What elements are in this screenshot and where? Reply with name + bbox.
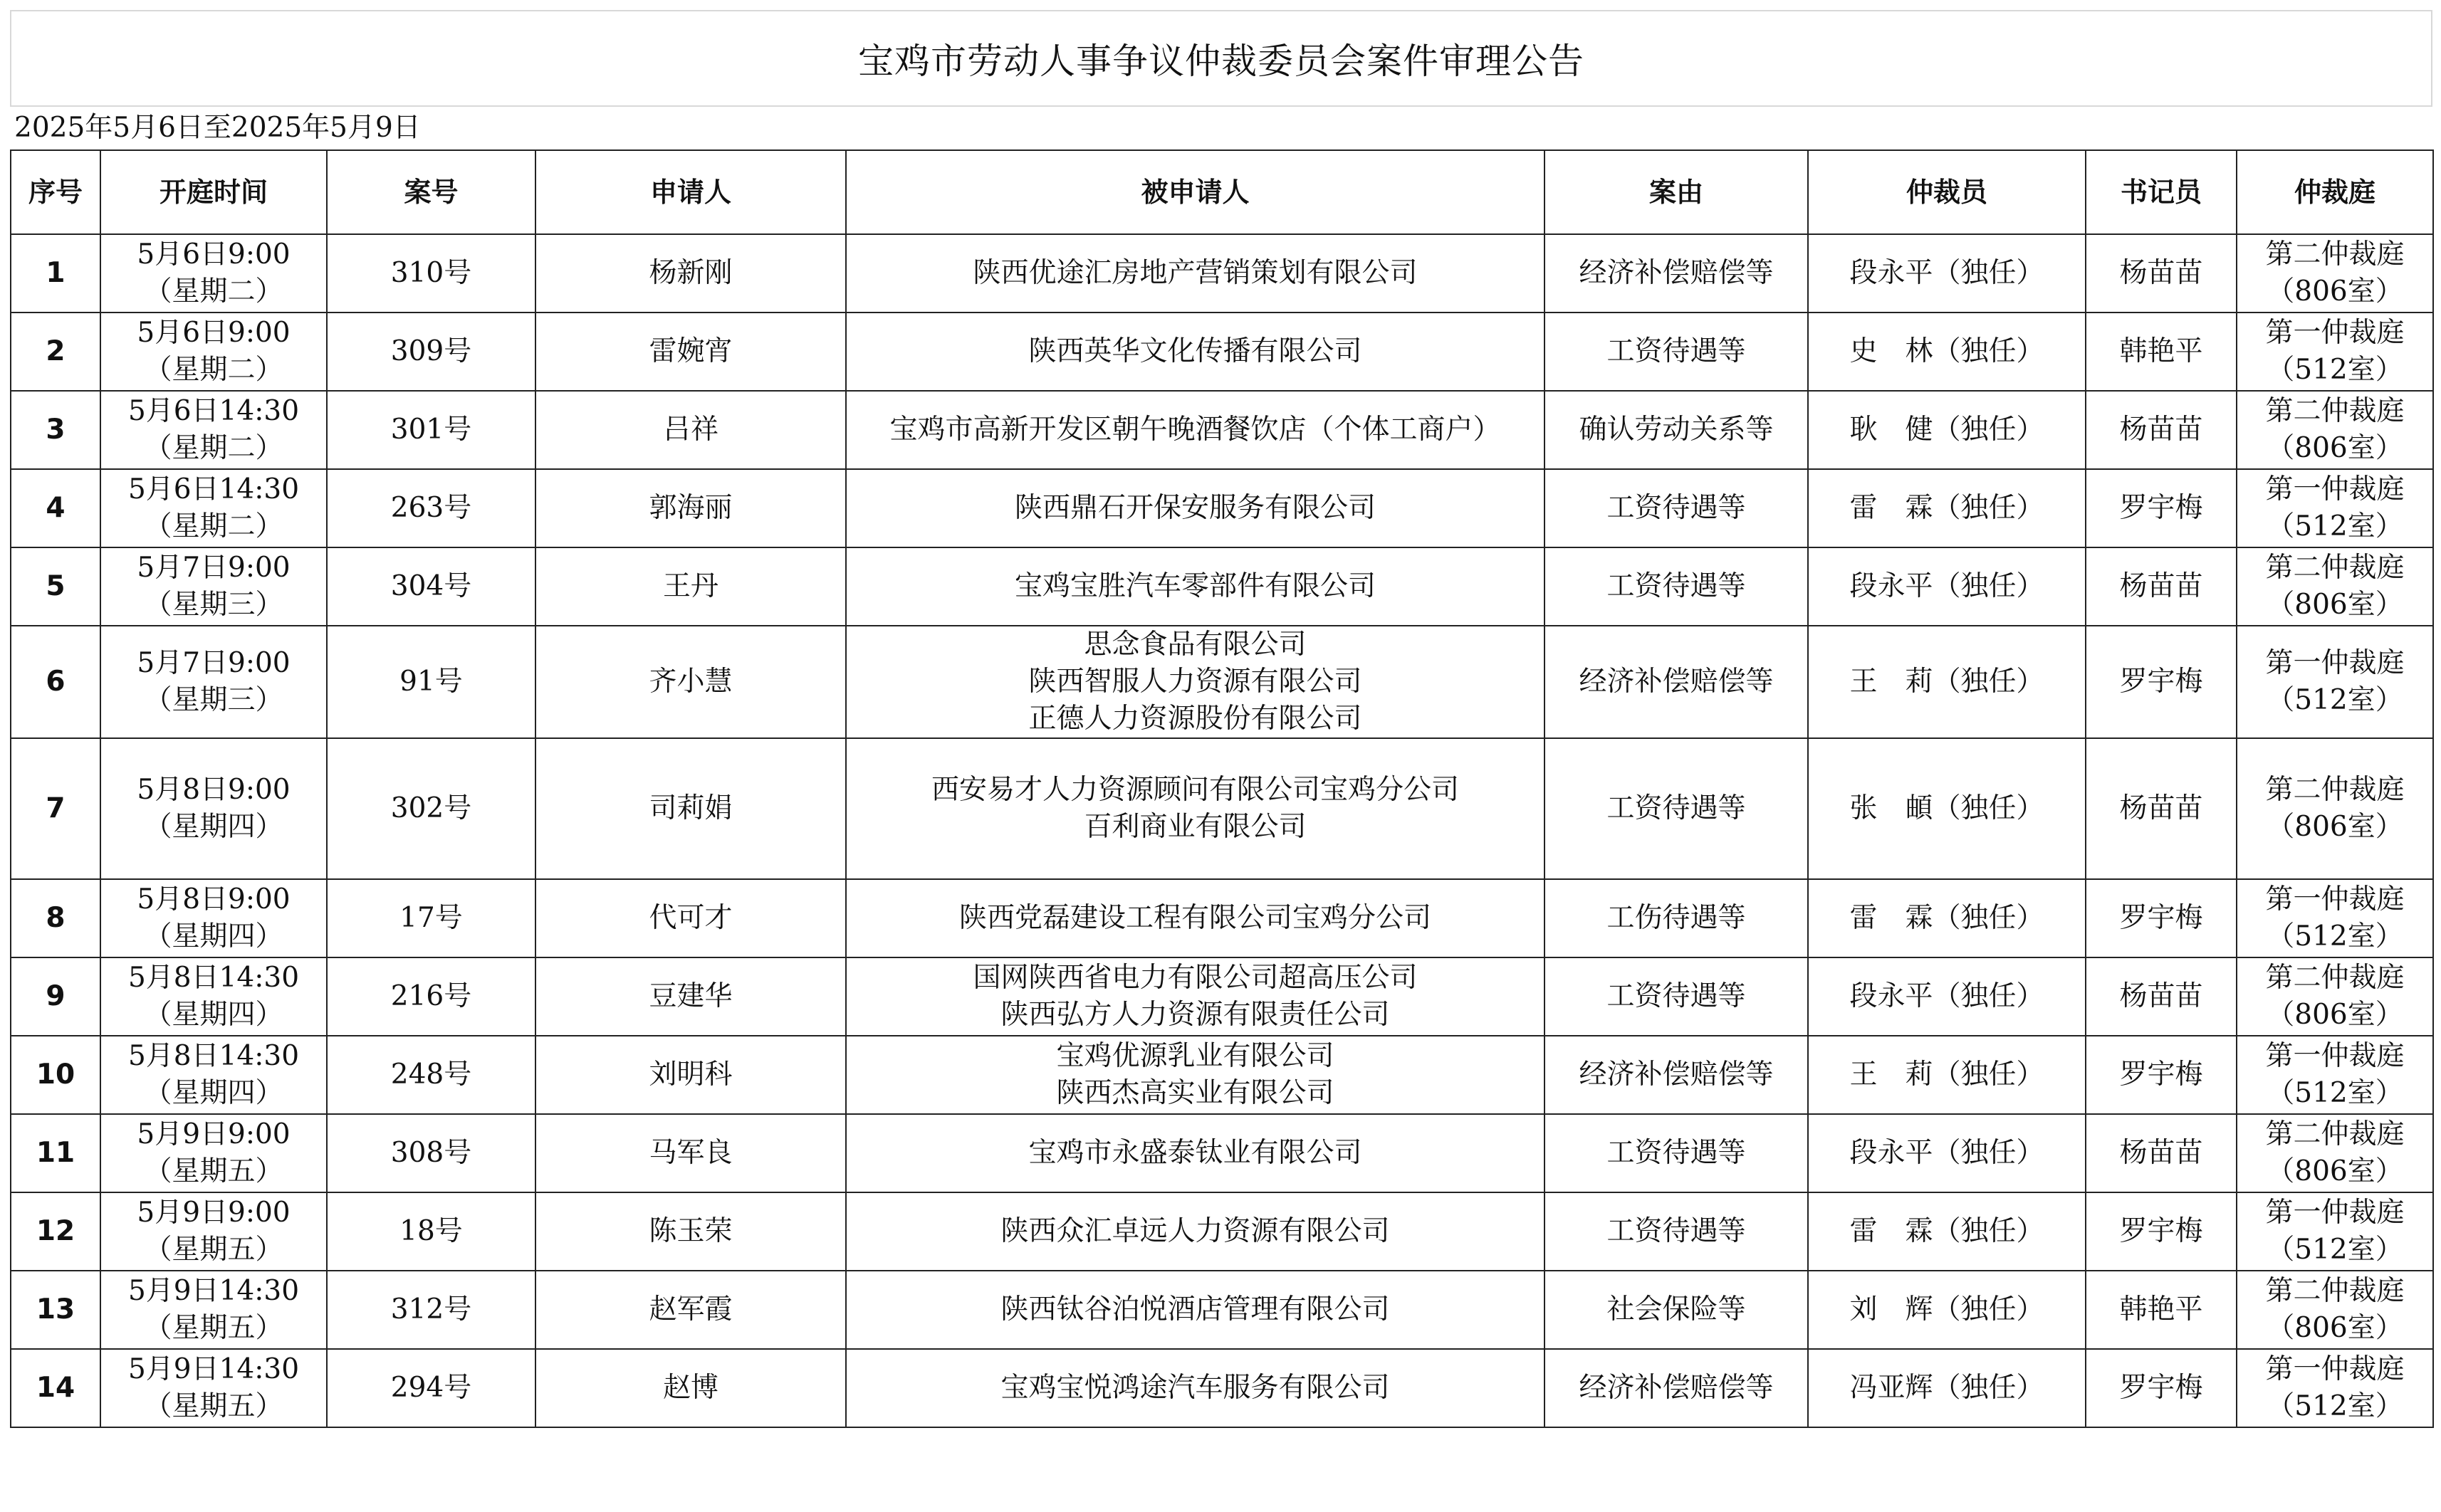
hearing-time-line: 5月6日14:30 xyxy=(127,473,300,505)
hearing-time xyxy=(100,391,327,469)
respondent-line: 陕西鼎石开保安服务有限公司 xyxy=(1014,492,1376,524)
table-row xyxy=(11,957,2433,1036)
row-index: 13 xyxy=(11,1271,100,1349)
col-header-index: 序号 xyxy=(11,150,100,234)
case-reason: 经济补偿赔偿等 xyxy=(1544,234,1808,313)
tribunal xyxy=(2237,1349,2433,1427)
hearing-time-line: 5月8日14:30 xyxy=(127,1040,300,1072)
table-row xyxy=(11,879,2433,957)
case-number: 294号 xyxy=(327,1349,535,1427)
row-index: 3 xyxy=(11,391,100,469)
clerk: 罗宇梅 xyxy=(2086,879,2237,957)
clerk: 罗宇梅 xyxy=(2086,1349,2237,1427)
hearing-time xyxy=(100,469,327,547)
respondent xyxy=(846,469,1544,547)
arbitrator: 段永平（独任） xyxy=(1808,957,2086,1036)
applicant: 马军良 xyxy=(535,1114,846,1192)
col-header-applicant: 申请人 xyxy=(535,150,846,234)
respondent-line: 思念食品有限公司 xyxy=(1084,629,1307,661)
respondent xyxy=(846,957,1544,1036)
table-row xyxy=(11,1114,2433,1192)
case-schedule-table xyxy=(10,149,2434,1428)
hearing-time xyxy=(100,547,327,626)
table-row xyxy=(11,547,2433,626)
col-header-tribunal: 仲裁庭 xyxy=(2237,150,2433,234)
clerk: 罗宇梅 xyxy=(2086,1036,2237,1114)
row-index: 4 xyxy=(11,469,100,547)
case-number: 263号 xyxy=(327,469,535,547)
case-reason: 经济补偿赔偿等 xyxy=(1544,626,1808,738)
respondent-line: 西安易才人力资源顾问有限公司宝鸡分公司 xyxy=(931,774,1459,806)
row-index: 5 xyxy=(11,547,100,626)
hearing-time-line: 5月9日14:30 xyxy=(127,1353,300,1385)
case-reason: 工伤待遇等 xyxy=(1544,879,1808,957)
tribunal-line: （512室） xyxy=(2267,684,2403,716)
hearing-time-line: （星期二） xyxy=(144,432,283,464)
hearing-time xyxy=(100,1271,327,1349)
respondent xyxy=(846,547,1544,626)
hearing-time-line: （星期五） xyxy=(144,1155,283,1187)
hearing-time-line: 5月9日9:00 xyxy=(137,1118,291,1150)
tribunal xyxy=(2237,738,2433,879)
row-index: 14 xyxy=(11,1349,100,1427)
col-header-case-number: 案号 xyxy=(327,150,535,234)
arbitrator: 冯亚辉（独任） xyxy=(1808,1349,2086,1427)
hearing-time-line: 5月7日9:00 xyxy=(137,647,291,679)
tribunal-line: （512室） xyxy=(2267,920,2403,952)
hearing-time xyxy=(100,234,327,313)
respondent-line: 宝鸡市永盛泰钛业有限公司 xyxy=(1028,1137,1362,1169)
arbitrator: 雷 霖（独任） xyxy=(1808,469,2086,547)
case-reason: 确认劳动关系等 xyxy=(1544,391,1808,469)
table-row xyxy=(11,1036,2433,1114)
hearing-time-line: 5月6日9:00 xyxy=(137,238,291,271)
row-index: 10 xyxy=(11,1036,100,1114)
hearing-time-line: 5月8日9:00 xyxy=(137,774,291,806)
respondent-line: 陕西弘方人力资源有限责任公司 xyxy=(1000,999,1390,1031)
respondent xyxy=(846,1036,1544,1114)
tribunal-line: 第一仲裁庭 xyxy=(2265,1197,2405,1229)
table-row xyxy=(11,313,2433,391)
table-row xyxy=(11,234,2433,313)
respondent xyxy=(846,1192,1544,1271)
case-reason: 工资待遇等 xyxy=(1544,1192,1808,1271)
col-header-clerk: 书记员 xyxy=(2086,150,2237,234)
tribunal xyxy=(2237,234,2433,313)
hearing-time xyxy=(100,313,327,391)
tribunal xyxy=(2237,469,2433,547)
applicant: 刘明科 xyxy=(535,1036,846,1114)
arbitrator: 雷 霖（独任） xyxy=(1808,879,2086,957)
case-reason: 经济补偿赔偿等 xyxy=(1544,1349,1808,1427)
hearing-time-line: 5月9日14:30 xyxy=(127,1275,300,1307)
hearing-time-line: （星期五） xyxy=(144,1234,283,1266)
case-reason: 工资待遇等 xyxy=(1544,738,1808,879)
case-reason: 社会保险等 xyxy=(1544,1271,1808,1349)
case-number: 312号 xyxy=(327,1271,535,1349)
case-number: 304号 xyxy=(327,547,535,626)
case-reason: 工资待遇等 xyxy=(1544,313,1808,391)
tribunal-line: 第二仲裁庭 xyxy=(2265,238,2405,271)
col-header-case-reason: 案由 xyxy=(1544,150,1808,234)
row-index: 2 xyxy=(11,313,100,391)
case-number: 91号 xyxy=(327,626,535,738)
applicant: 司莉娟 xyxy=(535,738,846,879)
table-row xyxy=(11,391,2433,469)
arbitrator: 耿 健（独任） xyxy=(1808,391,2086,469)
table-row xyxy=(11,626,2433,738)
applicant: 吕祥 xyxy=(535,391,846,469)
tribunal-line: 第一仲裁庭 xyxy=(2265,1353,2405,1385)
hearing-time xyxy=(100,879,327,957)
case-reason: 工资待遇等 xyxy=(1544,957,1808,1036)
respondent-line: 宝鸡宝悦鸿途汽车服务有限公司 xyxy=(1000,1372,1390,1404)
case-number: 17号 xyxy=(327,879,535,957)
hearing-time-line: 5月6日9:00 xyxy=(137,317,291,349)
tribunal-line: （512室） xyxy=(2267,354,2403,386)
clerk: 杨苗苗 xyxy=(2086,957,2237,1036)
tribunal-line: 第二仲裁庭 xyxy=(2265,395,2405,427)
case-number: 302号 xyxy=(327,738,535,879)
hearing-time-line: （星期三） xyxy=(144,589,283,621)
row-index: 1 xyxy=(11,234,100,313)
tribunal-line: （806室） xyxy=(2267,1155,2403,1187)
row-index: 9 xyxy=(11,957,100,1036)
respondent-line: 陕西钛谷泊悦酒店管理有限公司 xyxy=(1000,1293,1390,1325)
respondent xyxy=(846,313,1544,391)
col-header-hearing-time: 开庭时间 xyxy=(100,150,327,234)
tribunal xyxy=(2237,391,2433,469)
clerk: 韩艳平 xyxy=(2086,313,2237,391)
respondent xyxy=(846,1114,1544,1192)
case-number: 309号 xyxy=(327,313,535,391)
respondent-line: 陕西智服人力资源有限公司 xyxy=(1028,666,1362,698)
respondent-line: 宝鸡市高新开发区朝午晚酒餐饮店（个体工商户） xyxy=(889,414,1501,446)
respondent-line: 陕西英华文化传播有限公司 xyxy=(1028,335,1362,367)
hearing-time-line: （星期五） xyxy=(144,1312,283,1344)
tribunal-line: （806室） xyxy=(2267,275,2403,308)
table-header-row xyxy=(11,150,2433,234)
respondent-line: 陕西党磊建设工程有限公司宝鸡分公司 xyxy=(958,902,1431,934)
applicant: 赵军霞 xyxy=(535,1271,846,1349)
hearing-time-line: （星期二） xyxy=(144,354,283,386)
tribunal-line: 第一仲裁庭 xyxy=(2265,883,2405,915)
respondent xyxy=(846,391,1544,469)
tribunal xyxy=(2237,1192,2433,1271)
hearing-time-line: （星期二） xyxy=(144,275,283,308)
tribunal-line: 第一仲裁庭 xyxy=(2265,1040,2405,1072)
announcement-title: 宝鸡市劳动人事争议仲裁委员会案件审理公告 xyxy=(10,10,2432,107)
tribunal-line: （512室） xyxy=(2267,1390,2403,1422)
applicant: 齐小慧 xyxy=(535,626,846,738)
hearing-time-line: 5月6日14:30 xyxy=(127,395,300,427)
tribunal-line: 第二仲裁庭 xyxy=(2265,774,2405,806)
tribunal xyxy=(2237,1114,2433,1192)
hearing-time xyxy=(100,1114,327,1192)
arbitrator: 史 林（独任） xyxy=(1808,313,2086,391)
clerk: 韩艳平 xyxy=(2086,1271,2237,1349)
applicant: 王丹 xyxy=(535,547,846,626)
clerk: 罗宇梅 xyxy=(2086,469,2237,547)
respondent-line: 宝鸡优源乳业有限公司 xyxy=(1056,1040,1334,1072)
case-number: 216号 xyxy=(327,957,535,1036)
case-rows xyxy=(11,234,2433,1427)
hearing-time-line: （星期五） xyxy=(144,1390,283,1422)
respondent xyxy=(846,879,1544,957)
tribunal-line: （512室） xyxy=(2267,510,2403,542)
row-index: 8 xyxy=(11,879,100,957)
applicant: 陈玉荣 xyxy=(535,1192,846,1271)
clerk: 杨苗苗 xyxy=(2086,547,2237,626)
tribunal-line: 第二仲裁庭 xyxy=(2265,962,2405,994)
hearing-time-line: 5月8日14:30 xyxy=(127,962,300,994)
respondent-line: 百利商业有限公司 xyxy=(1084,811,1307,843)
hearing-time xyxy=(100,738,327,879)
arbitrator: 段永平（独任） xyxy=(1808,234,2086,313)
col-header-arbitrator: 仲裁员 xyxy=(1808,150,2086,234)
date-range: 2025年5月6日至2025年5月9日 xyxy=(14,112,421,144)
hearing-time xyxy=(100,1036,327,1114)
col-header-respondent: 被申请人 xyxy=(846,150,1544,234)
case-reason: 工资待遇等 xyxy=(1544,547,1808,626)
tribunal-line: （806室） xyxy=(2267,432,2403,464)
row-index: 7 xyxy=(11,738,100,879)
respondent xyxy=(846,234,1544,313)
table-row xyxy=(11,1349,2433,1427)
row-index: 11 xyxy=(11,1114,100,1192)
tribunal-line: 第二仲裁庭 xyxy=(2265,552,2405,584)
hearing-time xyxy=(100,1349,327,1427)
clerk: 罗宇梅 xyxy=(2086,1192,2237,1271)
clerk: 杨苗苗 xyxy=(2086,391,2237,469)
clerk: 杨苗苗 xyxy=(2086,1114,2237,1192)
arbitrator: 王 莉（独任） xyxy=(1808,626,2086,738)
table-row xyxy=(11,469,2433,547)
hearing-time-line: （星期三） xyxy=(144,684,283,716)
respondent xyxy=(846,626,1544,738)
announcement-sheet xyxy=(10,10,2432,1428)
tribunal-line: （806室） xyxy=(2267,811,2403,843)
hearing-time-line: 5月8日9:00 xyxy=(137,883,291,915)
respondent-line: 正德人力资源股份有限公司 xyxy=(1028,703,1362,735)
respondent-line: 陕西优途汇房地产营销策划有限公司 xyxy=(973,257,1418,289)
table-row xyxy=(11,1271,2433,1349)
arbitrator: 王 莉（独任） xyxy=(1808,1036,2086,1114)
tribunal-line: （512室） xyxy=(2267,1234,2403,1266)
row-index: 12 xyxy=(11,1192,100,1271)
respondent-line: 陕西杰高实业有限公司 xyxy=(1056,1077,1334,1109)
applicant: 杨新刚 xyxy=(535,234,846,313)
case-number: 310号 xyxy=(327,234,535,313)
hearing-time-line: （星期四） xyxy=(144,1077,283,1109)
case-number: 18号 xyxy=(327,1192,535,1271)
tribunal xyxy=(2237,626,2433,738)
applicant: 豆建华 xyxy=(535,957,846,1036)
respondent-line: 宝鸡宝胜汽车零部件有限公司 xyxy=(1014,570,1376,602)
hearing-time-line: 5月7日9:00 xyxy=(137,552,291,584)
case-number: 308号 xyxy=(327,1114,535,1192)
hearing-time-line: （星期四） xyxy=(144,920,283,952)
case-reason: 工资待遇等 xyxy=(1544,1114,1808,1192)
case-reason: 经济补偿赔偿等 xyxy=(1544,1036,1808,1114)
tribunal xyxy=(2237,957,2433,1036)
arbitrator: 刘 辉（独任） xyxy=(1808,1271,2086,1349)
respondent xyxy=(846,738,1544,879)
hearing-time xyxy=(100,626,327,738)
table-row xyxy=(11,738,2433,879)
tribunal xyxy=(2237,1036,2433,1114)
arbitrator: 段永平（独任） xyxy=(1808,1114,2086,1192)
applicant: 赵博 xyxy=(535,1349,846,1427)
tribunal-line: （806室） xyxy=(2267,999,2403,1031)
applicant: 郭海丽 xyxy=(535,469,846,547)
respondent xyxy=(846,1349,1544,1427)
clerk: 杨苗苗 xyxy=(2086,234,2237,313)
case-number: 248号 xyxy=(327,1036,535,1114)
tribunal-line: 第二仲裁庭 xyxy=(2265,1275,2405,1307)
clerk: 杨苗苗 xyxy=(2086,738,2237,879)
tribunal xyxy=(2237,313,2433,391)
hearing-time-line: 5月9日9:00 xyxy=(137,1197,291,1229)
tribunal-line: 第一仲裁庭 xyxy=(2265,647,2405,679)
hearing-time-line: （星期二） xyxy=(144,510,283,542)
hearing-time-line: （星期四） xyxy=(144,811,283,843)
arbitrator: 张 頔（独任） xyxy=(1808,738,2086,879)
arbitrator: 段永平（独任） xyxy=(1808,547,2086,626)
tribunal-line: （806室） xyxy=(2267,1312,2403,1344)
tribunal-line: （512室） xyxy=(2267,1077,2403,1109)
tribunal xyxy=(2237,879,2433,957)
hearing-time xyxy=(100,1192,327,1271)
hearing-time-line: （星期四） xyxy=(144,999,283,1031)
applicant: 雷婉宵 xyxy=(535,313,846,391)
tribunal xyxy=(2237,547,2433,626)
arbitrator: 雷 霖（独任） xyxy=(1808,1192,2086,1271)
clerk: 罗宇梅 xyxy=(2086,626,2237,738)
tribunal xyxy=(2237,1271,2433,1349)
tribunal-line: 第二仲裁庭 xyxy=(2265,1118,2405,1150)
case-reason: 工资待遇等 xyxy=(1544,469,1808,547)
case-number: 301号 xyxy=(327,391,535,469)
tribunal-line: 第一仲裁庭 xyxy=(2265,317,2405,349)
respondent-line: 国网陕西省电力有限公司超高压公司 xyxy=(973,962,1418,994)
row-index: 6 xyxy=(11,626,100,738)
hearing-time xyxy=(100,957,327,1036)
table-row xyxy=(11,1192,2433,1271)
respondent xyxy=(846,1271,1544,1349)
applicant: 代可才 xyxy=(535,879,846,957)
tribunal-line: 第一仲裁庭 xyxy=(2265,473,2405,505)
respondent-line: 陕西众汇卓远人力资源有限公司 xyxy=(1000,1215,1390,1247)
tribunal-line: （806室） xyxy=(2267,589,2403,621)
